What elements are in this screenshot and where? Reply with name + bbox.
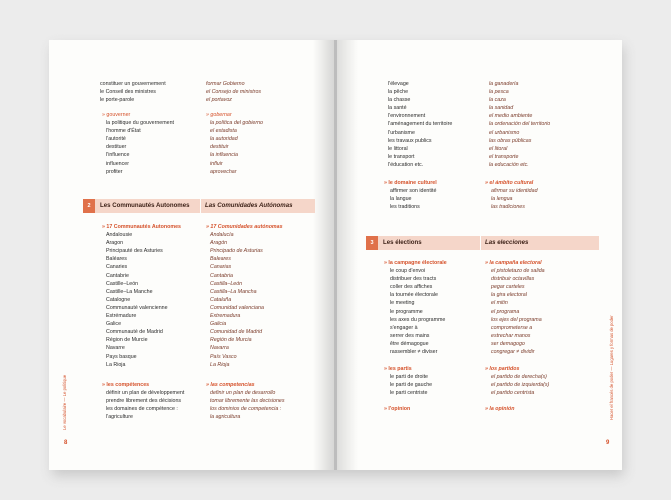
term-fr: Baléares <box>106 256 127 263</box>
term-fr: Principauté des Asturies <box>106 248 163 255</box>
term-fr: le parti de droite <box>390 374 428 381</box>
campagne-fr-block <box>384 259 447 356</box>
term-fr: le parti centriste <box>390 390 428 397</box>
subhead-es-text: el ámbito cultural <box>489 180 534 186</box>
competencias-es-block <box>206 381 285 421</box>
opinion-es-block <box>485 405 514 413</box>
term-es: la autoridad <box>210 136 238 143</box>
term-es: Aragón <box>210 240 228 247</box>
term-es: distribuir octavillas <box>491 276 535 283</box>
running-head-right: Hacer el francés de poder — Lugares y formas de poder <box>609 315 614 420</box>
left-top-fr-list <box>100 80 166 104</box>
term-fr: la tournée électorale <box>390 292 438 299</box>
term-fr: le coup d'envoi <box>390 268 426 275</box>
term-fr: Pays basque <box>106 353 137 360</box>
page-number-right: 9 <box>606 440 610 446</box>
subhead-fr-text: les partis <box>388 366 412 372</box>
section-2-header <box>83 199 315 213</box>
cultural-es-block <box>485 179 538 211</box>
term-fr: l'élevage <box>388 81 409 87</box>
term-es: Castilla–León <box>210 280 243 287</box>
subhead-es: » el ámbito cultural <box>485 180 534 186</box>
section-title-es: Las elecciones <box>485 239 529 246</box>
partidos-es-block <box>485 365 549 397</box>
section-title-es: Las Comunidades Autónomas <box>205 202 293 209</box>
term-es: Comunidad de Madrid <box>210 329 263 336</box>
term-es: La Rioja <box>210 361 230 368</box>
term-fr: le littoral <box>388 145 408 152</box>
running-head-left: Le vocabulaire — Le politique <box>62 374 67 430</box>
subhead-fr-text: les compétences <box>106 382 150 388</box>
section-title-fr: Les élections <box>383 239 422 246</box>
term-es: las tradiciones <box>491 204 525 211</box>
term-fr: le meeting <box>390 300 415 307</box>
subhead-es-text: las competencias <box>210 382 255 388</box>
term-fr: profiter <box>106 168 123 175</box>
term-es: Galicia <box>210 321 227 328</box>
term-fr: le transport <box>388 153 415 160</box>
term-es: aprovechar <box>210 168 237 175</box>
term-fr: le parti de gauche <box>390 382 433 389</box>
left-page <box>49 40 335 470</box>
term-es: la caza <box>489 97 506 104</box>
term-es: la agricultura <box>210 414 241 421</box>
term-es: Navarra <box>210 345 229 352</box>
term-fr: l'éducation etc. <box>388 161 424 168</box>
right-page <box>336 40 622 470</box>
term-es: Cantabria <box>210 272 233 279</box>
term-es: la pesca <box>489 89 509 96</box>
subhead-fr-text: gouverner <box>106 112 131 118</box>
term-es: ser demagogo <box>491 340 525 347</box>
partis-fr-block <box>384 365 432 397</box>
term-fr: la langue <box>390 196 412 203</box>
term-es: destituir <box>210 144 229 151</box>
term-fr: les traditions <box>390 204 420 211</box>
subhead-es-text: los partidos <box>489 366 520 372</box>
subhead-fr: » les compétences <box>102 382 150 388</box>
subhead-es: » la opinión <box>485 406 515 412</box>
term-es: Andalucía <box>210 232 234 239</box>
term-es: Región de Murcia <box>210 337 252 344</box>
term-fr: l'aménagement du territoire <box>388 121 453 128</box>
term-es: el mitin <box>491 300 508 307</box>
open-book <box>49 40 622 470</box>
subhead-fr-text: la campagne électorale <box>388 260 447 266</box>
term-fr: Andalousie <box>106 232 133 239</box>
left-gutter-shade <box>313 40 335 470</box>
right-top-fr-list <box>388 80 452 169</box>
term-es: la lengua <box>491 196 513 203</box>
term-fr: Castille–La Manche <box>106 288 153 295</box>
term-es: Comunidad valenciana <box>210 304 264 311</box>
subhead-es: » 17 Comunidades autónomas <box>206 224 283 230</box>
term-es: Extremadura <box>210 313 241 320</box>
term-es: estrechar manos <box>491 332 531 339</box>
term-es: los dominios de competencia : <box>210 406 282 413</box>
term-fr: coller des affiches <box>390 284 433 291</box>
term-fr: constituer un gouvernement <box>100 81 166 87</box>
term-fr: Communauté de Madrid <box>106 329 163 336</box>
page-number-left: 8 <box>64 440 68 446</box>
term-fr: la santé <box>388 105 407 112</box>
subhead-fr: » l'opinion <box>384 406 411 412</box>
term-es: la educación etc. <box>489 161 529 168</box>
term-es: influir <box>210 160 223 167</box>
right-top-es-list <box>489 80 550 169</box>
subhead-fr: » la campagne électorale <box>384 260 447 266</box>
term-fr: la politique du gouvernement <box>106 120 175 127</box>
gouverner-fr-block <box>102 111 174 176</box>
term-es: comprometerse a <box>491 324 533 331</box>
term-es: las obras públicas <box>489 137 532 144</box>
subhead-fr: » les partis <box>384 366 412 372</box>
term-es: Baleares <box>210 256 231 263</box>
term-fr: affirmer son identité <box>390 188 437 195</box>
term-es: definir un plan de desarrollo <box>210 390 276 397</box>
term-es: el partido de izquierda(s) <box>491 382 550 389</box>
term-es: la ganadería <box>489 81 519 87</box>
term-es: Cataluña <box>210 296 232 303</box>
term-es: el programa <box>491 308 520 315</box>
term-fr: Aragon <box>106 240 124 247</box>
term-es: la sanidad <box>489 105 514 112</box>
term-fr: les axes du programme <box>390 316 446 323</box>
term-fr: Canaries <box>106 264 128 271</box>
subhead-es-text: gobernar <box>210 112 232 118</box>
term-fr: l'urbanisme <box>388 129 415 136</box>
section-number: 3 <box>366 236 378 250</box>
term-fr: Communauté valencienne <box>106 304 168 311</box>
term-fr: l'homme d'État <box>106 128 141 135</box>
term-fr: Cantabrie <box>106 272 129 279</box>
term-fr: Galice <box>106 321 122 328</box>
term-es: Canarias <box>210 264 232 271</box>
section-number: 2 <box>83 199 95 213</box>
subhead-fr-text: le domaine culturel <box>388 180 437 186</box>
term-fr: La Rioja <box>106 361 126 368</box>
term-es: pegar carteles <box>491 284 525 291</box>
term-fr: l'environnement <box>388 113 426 120</box>
term-fr: rassembler ≠ diviser <box>390 349 438 356</box>
term-es: los ejes del programa <box>491 316 542 323</box>
term-fr: Navarre <box>106 345 125 352</box>
term-fr: les domaines de compétence : <box>106 406 178 413</box>
subhead-es: » los partidos <box>485 366 520 372</box>
term-fr: l'autorité <box>106 136 126 143</box>
subhead-es: » las competencias <box>206 382 255 388</box>
term-es: el litoral <box>489 145 508 152</box>
book-spine <box>334 40 337 470</box>
term-es: Castilla–La Mancha <box>210 288 257 295</box>
term-fr: Région de Murcie <box>106 337 148 344</box>
campana-es-block <box>485 259 545 356</box>
term-fr: la chasse <box>388 97 411 104</box>
subhead-fr: » 17 Communautés Autonomes <box>102 224 181 230</box>
term-fr: les travaux publics <box>388 137 432 144</box>
section-title-fr: Les Communautés Autonomes <box>100 202 190 209</box>
term-es: la política del gobierno <box>210 120 264 127</box>
right-gutter-shade <box>336 40 358 470</box>
subhead-fr: » gouverner <box>102 112 131 118</box>
competences-fr-block <box>102 381 184 421</box>
term-fr: Catalogne <box>106 296 131 303</box>
term-fr: distribuer des tracts <box>390 276 437 283</box>
term-es: el medio ambiente <box>489 113 533 120</box>
term-es: el transporte <box>489 153 519 160</box>
communautes-fr-block <box>102 223 181 369</box>
term-fr: Castille–León <box>106 280 139 287</box>
term-es: afirmar su identidad <box>491 188 538 195</box>
subhead-fr-text: 17 Communautés Autonomes <box>106 224 181 230</box>
section-3-header <box>366 236 599 250</box>
comunidades-es-block <box>206 223 283 369</box>
term-es: el partido centrista <box>491 390 535 397</box>
term-fr: le Conseil des ministres <box>100 89 156 96</box>
term-fr: destituer <box>106 144 127 151</box>
term-es: País Vasco <box>210 353 237 360</box>
term-es: formar Gobierno <box>206 81 245 87</box>
term-es: el portavoz <box>206 97 232 104</box>
subhead-fr: » le domaine culturel <box>384 180 437 186</box>
band-divider <box>200 199 201 213</box>
term-es: la ordenación del territorio <box>489 121 551 128</box>
term-es: el urbanismo <box>489 129 520 136</box>
band-divider <box>480 236 481 250</box>
term-fr: l'agriculture <box>106 414 133 421</box>
subhead-es-text: la opinión <box>489 406 515 412</box>
term-es: congregar ≠ dividir <box>491 349 535 356</box>
opinion-fr-block <box>384 405 410 413</box>
term-fr: serrer des mains <box>390 332 430 339</box>
term-es: el partido de derecha(s) <box>491 374 547 381</box>
subhead-es-text: la campaña electoral <box>489 260 542 266</box>
term-es: Principado de Asturias <box>210 248 263 255</box>
culturel-fr-block <box>384 179 437 211</box>
subhead-es: » gobernar <box>206 112 232 118</box>
subhead-es-text: 17 Comunidades autónomas <box>210 224 283 230</box>
term-fr: s'engager à <box>390 324 418 331</box>
term-es: la gira electoral <box>491 292 527 299</box>
term-fr: prendre librement des décisions <box>106 398 182 405</box>
term-fr: définir un plan de développement <box>106 390 185 397</box>
subhead-es: » la campaña electoral <box>485 260 542 266</box>
term-fr: l'influence <box>106 152 130 159</box>
term-es: el pistoletazo de salida <box>491 268 545 275</box>
subhead-fr-text: l'opinion <box>388 406 411 412</box>
term-fr: le porte-parole <box>100 97 135 104</box>
gouverner-es-block <box>206 111 263 176</box>
term-fr: le programme <box>390 308 423 315</box>
term-es: la influencia <box>210 152 238 159</box>
term-fr: influencer <box>106 160 129 167</box>
term-es: el estadista <box>210 128 237 135</box>
term-es: tomar libremente las decisiones <box>210 398 285 405</box>
term-fr: être démagogue <box>390 340 429 347</box>
term-fr: Estrémadure <box>106 313 137 320</box>
term-fr: la pêche <box>388 89 409 96</box>
term-es: el Consejo de ministros <box>206 89 262 96</box>
left-top-es-list <box>206 80 261 104</box>
